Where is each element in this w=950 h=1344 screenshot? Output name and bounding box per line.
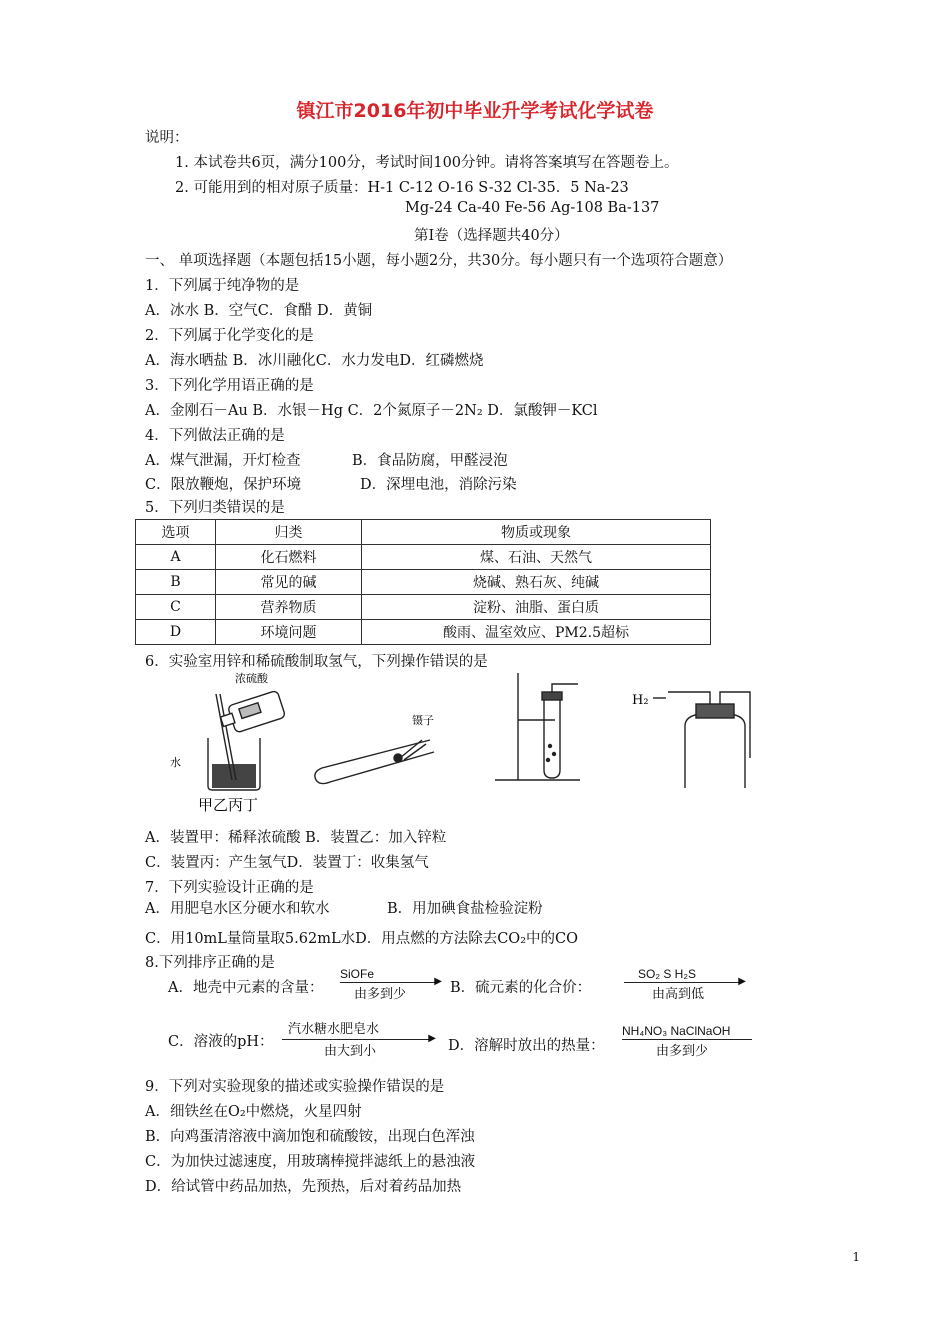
q4-option-d: D．深埋电池，消除污染 [360, 477, 517, 493]
q8-option-d-arrow [622, 1024, 752, 1059]
q8-option-c-arrow [282, 1018, 436, 1059]
table-row [136, 570, 711, 595]
q5-table [135, 519, 711, 645]
q7-option-b: B．用加碘食盐检验淀粉 [387, 901, 543, 917]
q8-option-d-label: D．溶解时放出的热量： [448, 1038, 605, 1054]
instruction-2-cont: Mg-24 Ca-40 Fe-56 Ag-108 Ba-137 [405, 200, 660, 216]
table-cell: C [136, 595, 216, 620]
instructions-label: 说明： [145, 130, 189, 146]
table-header-cell: 选项 [136, 520, 216, 545]
label-conc-acid: 浓硫酸 [235, 672, 268, 685]
table-cell: 烧碱、熟石灰、纯碱 [362, 570, 711, 595]
table-cell: A [136, 545, 216, 570]
apparatus-jia-dilution [208, 690, 286, 790]
q4-option-a: A．煤气泄漏，开灯检查 [145, 453, 301, 469]
q6-stem: 6．实验室用锌和稀硫酸制取氢气，下列操作错误的是 [145, 654, 488, 670]
arrow-line [622, 1039, 752, 1040]
table-cell: 化石燃料 [216, 545, 362, 570]
q8-option-b-label: B．硫元素的化合价： [450, 980, 592, 996]
table-cell: D [136, 620, 216, 645]
arrow-top-text: SO₂ S H₂S [638, 967, 696, 981]
label-water: 水 [170, 756, 181, 769]
q9-option-a: A．细铁丝在O₂中燃烧，火星四射 [145, 1104, 362, 1120]
arrow-line: ▶ [282, 1039, 432, 1040]
q4-option-c: C．限放鞭炮，保护环境 [145, 477, 302, 493]
q4-option-b: B．食品防腐，甲醛浸泡 [352, 453, 508, 469]
apparatus-bing-stand [495, 673, 580, 780]
arrow-top-text: NH₄NO₃ NaClNaOH [622, 1024, 731, 1038]
exam-title: 镇江市2016年初中毕业升学考试化学试卷 [296, 100, 654, 122]
apparatus-ding-gas-bottle [653, 692, 750, 788]
table-cell: B [136, 570, 216, 595]
table-cell: 淀粉、油脂、蛋白质 [362, 595, 711, 620]
arrow-top-text: 汽水糖水肥皂水 [288, 1022, 380, 1037]
table-header-cell: 物质或现象 [362, 520, 711, 545]
q8-option-a-arrow [340, 967, 442, 1002]
q1-options: A．冰水 B．空气C．食醋 D．黄铜 [145, 303, 373, 319]
q2-options: A．海水晒盐 B．冰川融化C．水力发电D．红磷燃烧 [145, 353, 484, 369]
q1-stem: 1．下列属于纯净物的是 [145, 278, 300, 294]
arrow-bottom-text: 由大到小 [324, 1044, 377, 1059]
arrow-bottom-text: 由高到低 [652, 987, 705, 1002]
q6-apparatus-figure [160, 668, 780, 818]
q9-option-c: C．为加快过滤速度，用玻璃棒搅拌滤纸上的悬浊液 [145, 1154, 476, 1170]
apparatus-yi-test-tube [315, 740, 434, 784]
arrow-top-text: SiOFe [340, 967, 375, 981]
q9-option-b: B．向鸡蛋清溶液中滴加饱和硫酸铵，出现白色浑浊 [145, 1129, 475, 1145]
q2-stem: 2．下列属于化学变化的是 [145, 328, 314, 344]
figure-caption: 甲乙丙丁 [198, 796, 259, 814]
q8-option-b-arrow [624, 967, 746, 1002]
q7-stem: 7．下列实验设计正确的是 [145, 880, 314, 896]
q3-options: A．金刚石－Au B．水银－Hg C．2个氮原子－2N₂ D．氯酸钾－KCl [145, 403, 598, 419]
table-cell: 煤、石油、天然气 [362, 545, 711, 570]
table-row [136, 545, 711, 570]
q9-stem: 9．下列对实验现象的描述或实验操作错误的是 [145, 1079, 445, 1095]
q8-stem: 8.下列排序正确的是 [145, 955, 275, 971]
table-header-cell: 归类 [216, 520, 362, 545]
label-tweezers: 镊子 [412, 714, 434, 727]
table-cell: 酸雨、温室效应、PM2.5超标 [362, 620, 711, 645]
q8-option-c-label: C．溶液的pH： [168, 1034, 274, 1050]
q4-stem: 4．下列做法正确的是 [145, 428, 285, 444]
q5-stem: 5．下列归类错误的是 [145, 500, 285, 516]
table-row [136, 620, 711, 645]
arrow-bottom-text: 由多到少 [354, 987, 407, 1002]
arrow-line: ▶ [340, 982, 438, 983]
table-header-row [136, 520, 711, 545]
q7-options-cd: C．用10mL量筒量取5.62mL水D．用点燃的方法除去CO₂中的CO [145, 931, 578, 947]
q6-options-ab: A．装置甲：稀释浓硫酸 B．装置乙：加入锌粒 [145, 830, 447, 846]
arrow-bottom-text: 由多到少 [656, 1044, 709, 1059]
q6-options-cd: C．装置丙：产生氢气D．装置丁：收集氢气 [145, 855, 429, 871]
table-cell: 营养物质 [216, 595, 362, 620]
arrow-line: ▶ [624, 982, 742, 983]
instruction-1: 1. 本试卷共6页，满分100分，考试时间100分钟。请将答案填写在答题卷上。 [175, 155, 679, 171]
q9-option-d: D．给试管中药品加热，先预热，后对着药品加热 [145, 1179, 462, 1195]
label-h2: H₂ [632, 693, 649, 708]
q3-stem: 3．下列化学用语正确的是 [145, 378, 314, 394]
table-cell: 常见的碱 [216, 570, 362, 595]
table-cell: 环境问题 [216, 620, 362, 645]
table-row [136, 595, 711, 620]
part-1-heading: 第Ⅰ卷（选择题共40分） [414, 228, 569, 244]
q8-option-a-label: A．地壳中元素的含量： [168, 980, 324, 996]
q7-option-a: A．用肥皂水区分硬水和软水 [145, 901, 330, 917]
page-number: 1 [852, 1250, 860, 1264]
section-1-heading: 一、 单项选择题（本题包括15小题，每小题2分，共30分。每小题只有一个选项符合题意） [145, 253, 733, 269]
instruction-2: 2. 可能用到的相对原子质量：H-1 C-12 O-16 S-32 Cl-35．5 Na-23 [175, 180, 629, 196]
